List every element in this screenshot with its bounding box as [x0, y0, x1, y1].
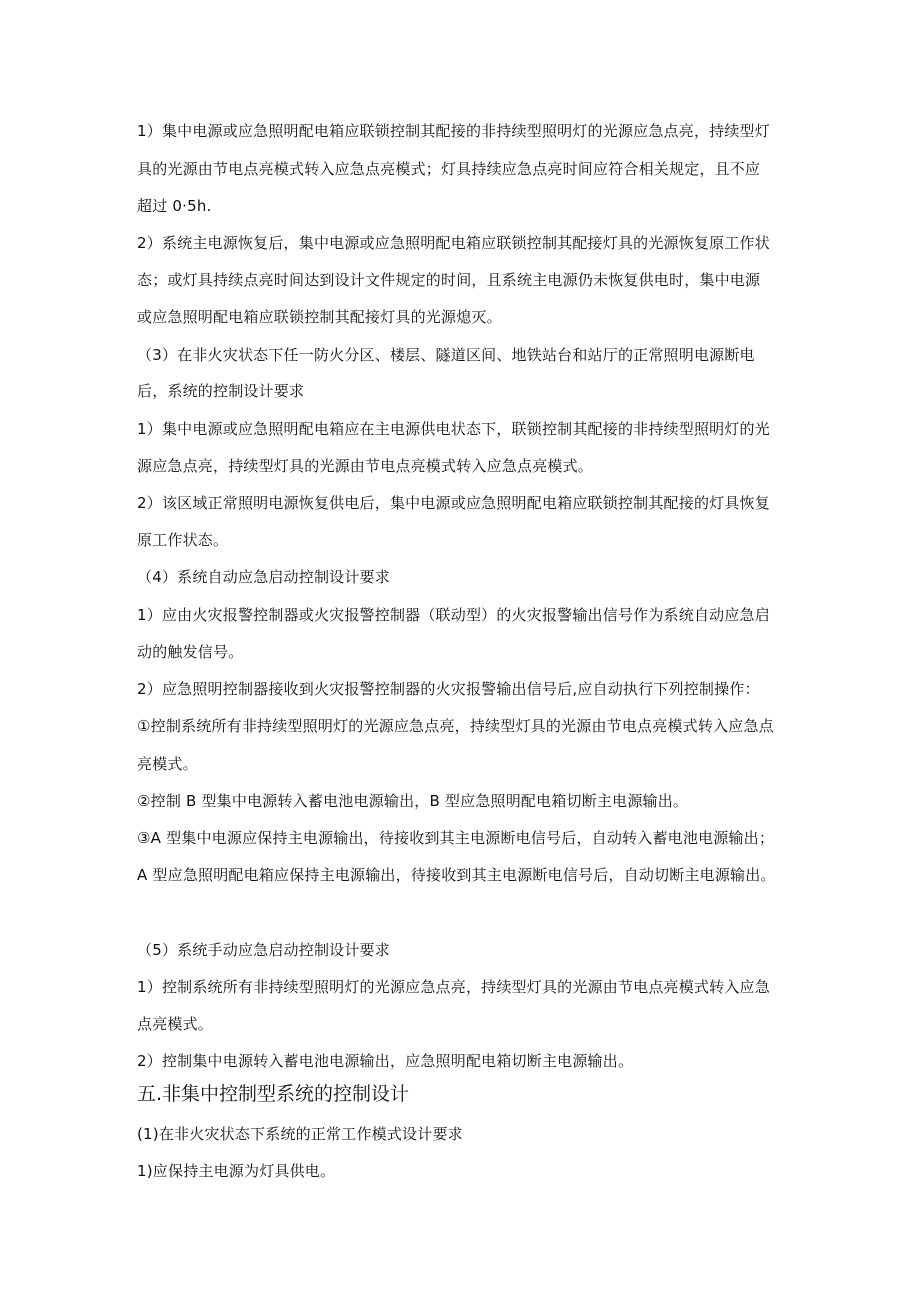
- sub-heading: (1)在非火灾状态下系统的正常工作模式设计要求: [137, 1125, 463, 1143]
- paragraph-line: 2）该区域正常照明电源恢复供电后，集中电源或应急照明配电箱应联锁控制其配接的灯具恢复: [137, 494, 770, 512]
- paragraph-line: ②控制 B 型集中电源转入蓄电池电源输出，B 型应急照明配电箱切断主电源输出。: [137, 792, 689, 810]
- paragraph-line: 2）系统主电源恢复后，集中电源或应急照明配电箱应联锁控制其配接灯具的光源恢复原工作状: [137, 234, 770, 252]
- paragraph-line: 超过 0·5h.: [137, 197, 212, 215]
- paragraph-line: A 型应急照明配电箱应保持主电源输出，待接收到其主电源断电信号后，自动切断主电源输出。: [137, 866, 776, 884]
- paragraph-line: 1）应由火灾报警控制器或火灾报警控制器（联动型）的火灾报警输出信号作为系统自动应急启: [137, 606, 770, 624]
- paragraph-line: 1）集中电源或应急照明配电箱应联锁控制其配接的非持续型照明灯的光源应急点亮，持续型灯: [137, 122, 770, 140]
- paragraph-line: 1）控制系统所有非持续型照明灯的光源应急点亮，持续型灯具的光源由节电点亮模式转入应急: [137, 978, 770, 996]
- paragraph-line: ①控制系统所有非持续型照明灯的光源应急点亮，持续型灯具的光源由节电点亮模式转入应急点: [137, 717, 774, 735]
- paragraph-line: 2）控制集中电源转入蓄电池电源输出，应急照明配电箱切断主电源输出。: [137, 1052, 634, 1070]
- paragraph-line: 亮模式。: [137, 755, 198, 773]
- paragraph-line: 态；或灯具持续点亮时间达到设计文件规定的时间，且系统主电源仍未恢复供电时，集中电源: [137, 271, 761, 289]
- paragraph-line: 动的触发信号。: [137, 643, 244, 661]
- paragraph-line: 原工作状态。: [137, 531, 229, 549]
- paragraph-line: 2）应急照明控制器接收到火灾报警控制器的火灾报警输出信号后,应自动执行下列控制操作：: [137, 680, 760, 698]
- paragraph-line: （5）系统手动应急启动控制设计要求: [137, 941, 390, 959]
- paragraph-line: （3）在非火灾状态下任一防火分区、楼层、隧道区间、地铁站台和站厅的正常照明电源断电: [137, 346, 755, 364]
- paragraph-line: （4）系统自动应急启动控制设计要求: [137, 568, 390, 586]
- paragraph-line: ③A 型集中电源应保持主电源输出，待接收到其主电源断电信号后，自动转入蓄电池电源输出；: [137, 829, 775, 847]
- paragraph-line: 1)应保持主电源为灯具供电。: [137, 1162, 336, 1180]
- section-heading: 五.非集中控制型系统的控制设计: [137, 1083, 410, 1105]
- paragraph-line: 或应急照明配电箱应联锁控制其配接灯具的光源熄灭。: [137, 308, 502, 326]
- paragraph-line: 具的光源由节电点亮模式转入应急点亮模式；灯具持续应急点亮时间应符合相关规定，且不应: [137, 160, 761, 178]
- paragraph-line: 源应急点亮，持续型灯具的光源由节电点亮模式转入应急点亮模式。: [137, 457, 594, 475]
- paragraph-line: 后，系统的控制设计要求: [137, 382, 305, 400]
- paragraph-line: 1）集中电源或应急照明配电箱应在主电源供电状态下，联锁控制其配接的非持续型照明灯的光: [137, 420, 770, 438]
- paragraph-line: 点亮模式。: [137, 1015, 214, 1033]
